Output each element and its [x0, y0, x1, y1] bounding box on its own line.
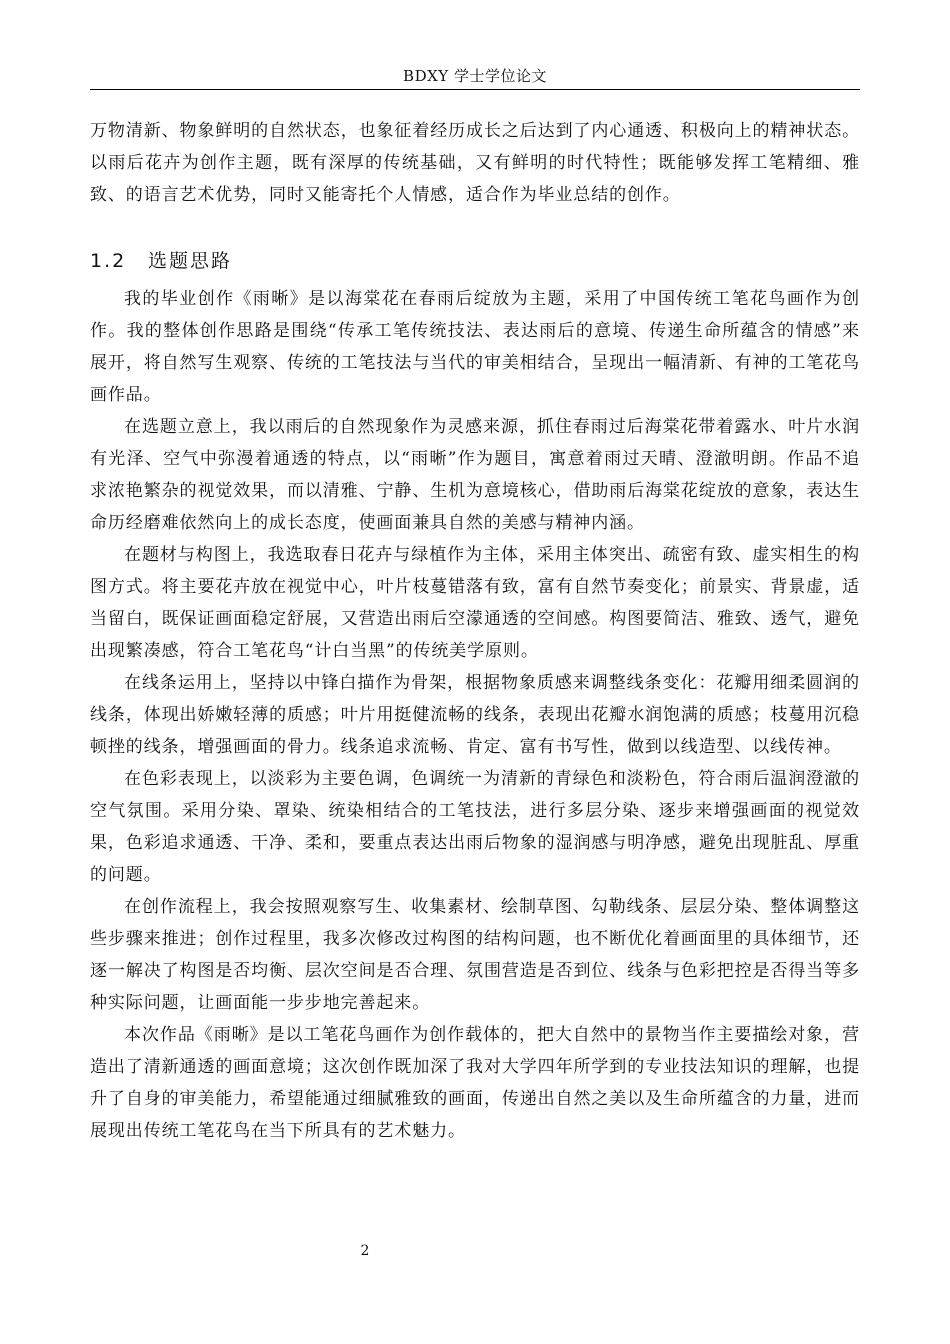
paragraph: 在题材与构图上，我选取春日花卉与绿植作为主体，采用主体突出、疏密有致、虚实相生的构图方式。将主要花卉放在视觉中心，叶片枝蔓错落有致，富有自然节奏变化；前景实、背景虚，适当留白，既保证画面稳定舒展，又营造出雨后空濛通透的空间感。构图要简洁、雅致、透气，避免出现繁凑感，符合工笔花鸟“计白当黑”的传统美学原则。 — [90, 545, 860, 661]
paragraph: 在选题立意上，我以雨后的自然现象作为灵感来源，抓住春雨过后海棠花带着露水、叶片水润有光泽、空气中弥漫着通透的特点，以“雨晰”作为题目，寓意着雨过天晴、澄澈明朗。作品不追求浓艳繁杂的视觉效果，而以清雅、宁静、生机为意境核心，借助雨后海棠花绽放的意象，表达生命历经磨难依然向上的成长态度，使画面兼具自然的美感与精神内涵。 — [90, 417, 860, 533]
paragraph: 在线条运用上，坚持以中锋白描作为骨架，根据物象质感来调整线条变化：花瓣用细柔圆润的线条，体现出娇嫩轻薄的质感；叶片用挺健流畅的线条，表现出花瓣水润饱满的质感；枝蔓用沉稳顿挫的线条，增强画面的骨力。线条追求流畅、肯定、富有书写性，做到以线造型、以线传神。 — [90, 673, 860, 757]
section-number: 1.2 — [90, 250, 127, 272]
body-text — [90, 115, 860, 1147]
running-header: BDXY 学士学位论文 — [403, 67, 547, 85]
paragraph: 本次作品《雨晰》是以工笔花鸟画作为创作载体的，把大自然中的景物当作主要描绘对象，营造出了清新通透的画面意境；这次创作既加深了我对大学四年所学到的专业技法知识的理解，也提升了自身的审美能力，希望能通过细腻雅致的画面，传递出自然之美以及生命所蕴含的力量，进而展现出传统工笔花鸟在当下所具有的艺术魅力。 — [90, 1025, 860, 1141]
section-heading — [90, 247, 860, 275]
paragraph: 我的毕业创作《雨晰》是以海棠花在春雨后绽放为主题，采用了中国传统工笔花鸟画作为创作。我的整体创作思路是围绕“传承工笔传统技法、表达雨后的意境、传递生命所蕴含的情感”来展开，将自然写生观察、传统的工笔技法与当代的审美相结合，呈现出一幅清新、有神的工笔花鸟画作品。 — [90, 289, 860, 405]
section-title: 选题思路 — [148, 250, 233, 272]
continuation-paragraph: 万物清新、物象鲜明的自然状态，也象征着经历成长之后达到了内心通透、积极向上的精神状态。以雨后花卉为创作主题，既有深厚的传统基础，又有鲜明的时代特性；既能够发挥工笔精细、雅致、的语言艺术优势，同时又能寄托个人情感，适合作为毕业总结的创作。 — [90, 121, 860, 205]
page-number: 2 — [360, 1243, 370, 1259]
paragraph: 在色彩表现上，以淡彩为主要色调，色调统一为清新的青绿色和淡粉色，符合雨后温润澄澈的空气氛围。采用分染、罩染、统染相结合的工笔技法，进行多层分染、逐步来增强画面的视觉效果，色彩追求通透、干净、柔和，要重点表达出雨后物象的湿润感与明净感，避免出现脏乱、厚重的问题。 — [90, 769, 860, 885]
header-rule — [90, 89, 860, 90]
paragraph: 在创作流程上，我会按照观察写生、收集素材、绘制草图、勾勒线条、层层分染、整体调整这些步骤来推进；创作过程里，我多次修改过构图的结构问题，也不断优化着画面里的具体细节，还逐一解决了构图是否均衡、层次空间是否合理、氛围营造是否到位、线条与色彩把控是否得当等多种实际问题，让画面能一步步地完善起来。 — [90, 897, 860, 1013]
